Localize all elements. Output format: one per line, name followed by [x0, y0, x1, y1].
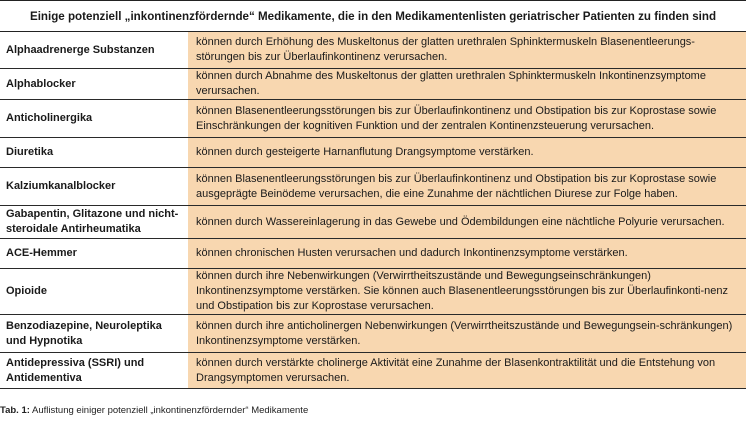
medication-description: können durch Abnahme des Muskeltonus der glatten urethralen Sphinktermuskeln Inkontinenzsymptome verursachen. — [188, 69, 746, 100]
table-row — [0, 315, 746, 353]
table-row — [0, 69, 746, 100]
medication-description: können Blasenentleerungsstörungen bis zur Überlaufinkontinenz und Obstipation bis zur Koprostase sowie ausgeprägte Beinödeme verursachen, die eine Zunahme der nächtlichen Diurese zur Folge haben. — [188, 168, 746, 206]
table-row — [0, 100, 746, 138]
table-body — [0, 32, 746, 389]
medication-description: können durch Wassereinlagerung in das Gewebe und Ödembildungen eine nächtliche Polyurie verursachen. — [188, 206, 746, 239]
table-title: Einige potenziell „inkontinenzfördernde“ Medikamente, die in den Medikamentenlisten geriatrischer Patienten zu finden sind — [0, 1, 746, 32]
table-row — [0, 206, 746, 239]
medication-name: Kalziumkanalblocker — [0, 168, 188, 206]
medication-name: Benzodiazepine, Neuroleptika und Hypnotika — [0, 315, 188, 353]
table-row — [0, 168, 746, 206]
table-row — [0, 353, 746, 389]
medication-name: Alphaadrenerge Substanzen — [0, 32, 188, 69]
medication-description: können durch gesteigerte Harnanflutung Drangsymptome verstärken. — [188, 138, 746, 168]
table-caption — [0, 405, 308, 416]
medication-name: Opioide — [0, 269, 188, 315]
caption-label: Tab. 1: — [0, 405, 30, 416]
medication-description: können durch verstärkte cholinerge Aktivität eine Zunahme der Blasenkontraktilität und die Entstehung von Drangsymptomen verursachen. — [188, 353, 746, 389]
medication-name: ACE-Hemmer — [0, 239, 188, 269]
medication-description: können durch ihre anticholinergen Nebenwirkungen (Verwirrtheitszustände und Bewegungsein-schränkungen) Inkontinenzsymptome verstärken. — [188, 315, 746, 353]
medication-description: können durch Erhöhung des Muskeltonus der glatten urethralen Sphinktermuskeln Blasenentleerungs-störungen bis zur Überlaufinkontinenz verursachen. — [188, 32, 746, 69]
table-row — [0, 269, 746, 315]
table-row — [0, 32, 746, 69]
medication-description: können chronischen Husten verursachen und dadurch Inkontinenzsymptome verstärken. — [188, 239, 746, 269]
medication-name: Diuretika — [0, 138, 188, 168]
medication-name: Alphablocker — [0, 69, 188, 100]
medication-description: können Blasenentleerungsstörungen bis zur Überlaufinkontinenz und Obstipation bis zur Koprostase sowie Einschränkungen der kognitiven Funktion und der zentralen Kontinenzsteuerung verursachen. — [188, 100, 746, 138]
caption-text: Auflistung einiger potenziell „inkontinenzfördernder“ Medikamente — [32, 405, 309, 416]
medication-name: Anticholinergika — [0, 100, 188, 138]
table-row — [0, 138, 746, 168]
medication-name: Gabapentin, Glitazone und nicht-steroidale Antirheumatika — [0, 206, 188, 239]
medication-name: Antidepressiva (SSRI) und Antidementiva — [0, 353, 188, 389]
table-row — [0, 239, 746, 269]
medication-description: können durch ihre Nebenwirkungen (Verwirrtheitszustände und Bewegungseinschränkungen) Inkontinenzsymptome verstärken. Sie können auch Blasenentleerungsstörungen bis zur Überlaufinkonti-nenz und Obstipation bis zur Koprostase verursachen. — [188, 269, 746, 315]
